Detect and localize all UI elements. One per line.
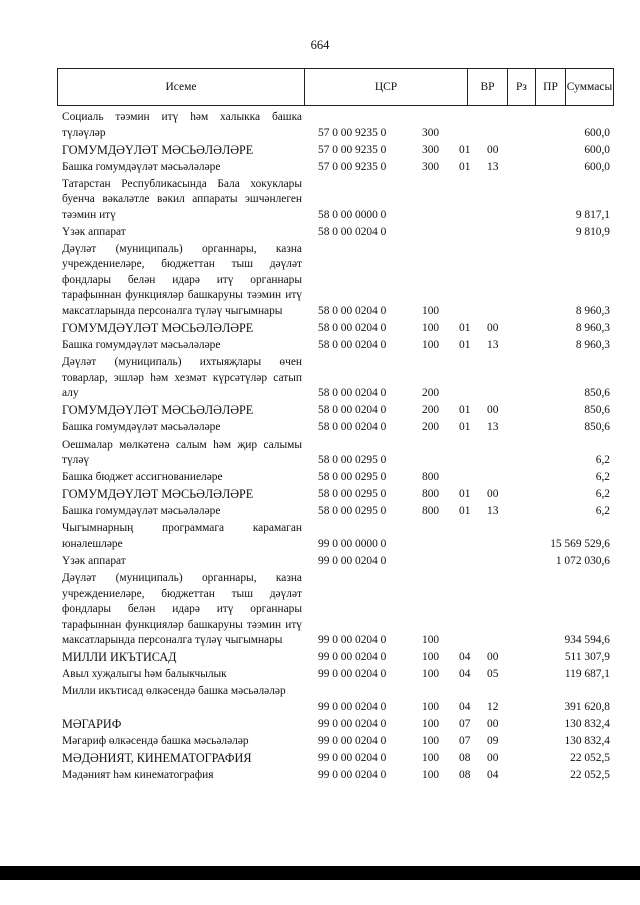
- row-pr: 00: [487, 143, 499, 156]
- row-pr: 13: [487, 160, 499, 173]
- row-pr: 13: [487, 505, 499, 518]
- row-rz: 01: [459, 160, 471, 173]
- row-csr: 99 0 00 0204 0: [318, 668, 387, 681]
- table-row: [0, 768, 640, 784]
- table-row: [0, 338, 640, 354]
- row-pr: 05: [487, 668, 499, 681]
- row-vr: 300: [422, 143, 440, 156]
- row-vr: 200: [422, 421, 440, 434]
- row-name: Башка гомумдәүләт мәсьәләләре: [62, 160, 221, 173]
- page-number: 664: [310, 38, 330, 52]
- table-row: [0, 470, 640, 486]
- table-row: [0, 554, 640, 570]
- row-rz: 04: [459, 700, 471, 713]
- row-csr: 99 0 00 0204 0: [318, 555, 387, 567]
- row-sum: 22 052,5: [570, 752, 610, 765]
- row-sum: 1 072 030,6: [555, 555, 610, 567]
- row-csr: 58 0 00 0000 0: [318, 208, 387, 221]
- table-row: [0, 487, 640, 503]
- row-pr: 00: [487, 651, 499, 664]
- row-sum: 6,2: [595, 505, 610, 518]
- row-pr: 09: [487, 735, 499, 748]
- row-vr: 100: [422, 735, 440, 748]
- row-rz: 01: [459, 339, 471, 352]
- row-name: Социаль тәэмин итү һәм халыкка башка түләүләр: [62, 111, 302, 139]
- row-vr: 200: [422, 387, 440, 400]
- row-vr: 100: [422, 700, 440, 713]
- row-vr: 200: [422, 404, 440, 417]
- table-row: [0, 751, 640, 767]
- row-rz: 01: [459, 421, 471, 434]
- row-csr: 99 0 00 0204 0: [318, 752, 387, 765]
- row-csr: 99 0 00 0204 0: [318, 634, 387, 647]
- table-row: [0, 571, 640, 649]
- scan-border: [0, 866, 640, 880]
- row-sum: 600,0: [584, 126, 610, 139]
- table-row: [0, 355, 640, 402]
- row-sum: 850,6: [584, 421, 610, 434]
- row-csr: 99 0 00 0204 0: [318, 735, 387, 748]
- row-csr: 58 0 00 0204 0: [318, 322, 387, 335]
- row-sum: 850,6: [584, 404, 610, 417]
- row-vr: 100: [422, 717, 440, 730]
- row-vr: 100: [422, 651, 440, 664]
- table-row: [0, 521, 640, 552]
- row-csr: 57 0 00 9235 0: [318, 126, 387, 139]
- row-name: Башка гомумдәүләт мәсьәләләре: [62, 421, 221, 434]
- row-sum: 8 960,3: [575, 304, 610, 317]
- row-vr: 100: [422, 304, 440, 317]
- row-sum: 119 687,1: [564, 668, 610, 681]
- table-row: [0, 177, 640, 224]
- row-name: Башка гомумдәүләт мәсьәләләре: [62, 339, 221, 352]
- table-row: [0, 717, 640, 733]
- row-vr: 100: [422, 752, 440, 765]
- table-row: [0, 650, 640, 666]
- row-rz: 01: [459, 322, 471, 335]
- row-csr: 58 0 00 0204 0: [318, 304, 387, 317]
- row-name: МӘГАРИФ: [62, 716, 122, 731]
- row-vr: 100: [422, 634, 440, 647]
- row-sum: 600,0: [584, 160, 610, 173]
- row-sum: 6,2: [595, 454, 610, 467]
- row-pr: 00: [487, 404, 499, 417]
- row-sum: 8 960,3: [575, 339, 610, 352]
- header-name: Исеме: [58, 69, 305, 105]
- row-rz: 04: [459, 651, 471, 664]
- table-row: [0, 403, 640, 419]
- table-row: [0, 160, 640, 176]
- header-vr: ВР: [468, 69, 508, 105]
- row-pr: 00: [487, 488, 499, 501]
- row-rz: 07: [459, 735, 471, 748]
- row-sum: 130 832,4: [564, 735, 610, 748]
- row-name: ГОМУМДӘҮЛӘТ МӘСЬӘЛӘЛӘРЕ: [62, 142, 254, 157]
- row-rz: 08: [459, 769, 471, 782]
- table-row: [0, 504, 640, 520]
- row-pr: 00: [487, 322, 499, 335]
- table-row: [0, 420, 640, 436]
- row-name: Оешмалар мөлкәтенә салым һәм җир салымы түләү: [62, 438, 302, 467]
- row-sum: 934 594,6: [564, 634, 610, 647]
- row-vr: 100: [422, 339, 440, 352]
- row-rz: 08: [459, 752, 471, 765]
- row-name: ГОМУМДӘҮЛӘТ МӘСЬӘЛӘЛӘРЕ: [62, 321, 254, 336]
- row-sum: 6,2: [595, 488, 610, 501]
- row-pr: 13: [487, 339, 499, 352]
- row-pr: 12: [487, 700, 499, 713]
- row-pr: 00: [487, 717, 499, 730]
- row-name: Дәүләт (муниципаль) органнары, казна учреждениеләре, бюджеттан тыш дәүләт фондлары белән идарә итү органнары тарафыннан функцияләр башкаруны тәэмин итү максатларында персоналга түләү чыгымнары: [62, 242, 302, 317]
- table-row: [0, 225, 640, 241]
- row-sum: 391 620,8: [564, 700, 610, 713]
- row-csr: 99 0 00 0204 0: [318, 700, 387, 713]
- row-vr: 100: [422, 668, 440, 681]
- row-name: МӘДӘНИЯТ, КИНЕМАТОГРАФИЯ: [62, 751, 252, 766]
- row-sum: 8 960,3: [575, 322, 610, 335]
- row-name: МИЛЛИ ИКЪТИСАД: [62, 650, 177, 665]
- row-name: Авыл хуҗалыгы һәм балыкчылык: [62, 668, 227, 681]
- row-sum: 9 810,9: [575, 225, 610, 238]
- row-rz: 01: [459, 488, 471, 501]
- row-pr: 04: [487, 769, 499, 782]
- row-csr: 58 0 00 0204 0: [318, 225, 387, 238]
- row-vr: 800: [422, 471, 440, 484]
- header-csr: ЦСР: [305, 69, 468, 105]
- table-header: [57, 68, 614, 106]
- row-sum: 511 307,9: [564, 651, 610, 664]
- row-csr: 57 0 00 9235 0: [318, 160, 387, 173]
- row-name: Башка бюджет ассигнованиеләре: [62, 471, 223, 484]
- row-sum: 130 832,4: [564, 717, 610, 730]
- row-csr: 99 0 00 0204 0: [318, 769, 387, 782]
- table-body: [0, 110, 640, 785]
- table-row: [0, 438, 640, 469]
- row-vr: 300: [422, 126, 440, 139]
- row-vr: 800: [422, 488, 440, 501]
- row-csr: 99 0 00 0204 0: [318, 717, 387, 730]
- row-csr: 99 0 00 0000 0: [318, 537, 387, 550]
- row-rz: 01: [459, 143, 471, 156]
- row-pr: 13: [487, 421, 499, 434]
- row-name: Мәгариф өлкәсендә башка мәсьәләләр: [62, 735, 249, 748]
- row-csr: 99 0 00 0204 0: [318, 651, 387, 664]
- row-sum: 6,2: [595, 471, 610, 484]
- row-csr: 57 0 00 9235 0: [318, 143, 387, 156]
- row-name: Татарстан Республикасында Бала хокуклары буенча вәкаләтле вәкил аппараты эшчәнлеген тәэмин итү: [62, 177, 302, 221]
- row-name: Дәүләт (муниципаль) ихтыяҗлары өчен товарлар, эшләр һәм хезмәт күрсәтүләр сатып алу: [62, 356, 302, 400]
- row-name: Милли икътисад өлкәсендә башка мәсьәләләр: [62, 685, 286, 698]
- row-name: Үзәк аппарат: [62, 225, 126, 238]
- header-pr: ПР: [536, 69, 566, 105]
- row-name: Дәүләт (муниципаль) органнары, казна учреждениеләре, бюджеттан тыш дәүләт фондлары белән идарә итү органнары тарафыннан функцияләр башкаруны тәэмин итү максатларында персоналга түләү чыгымнары: [62, 572, 302, 647]
- row-sum: 850,6: [584, 387, 610, 400]
- header-rz: Рз: [508, 69, 536, 105]
- row-name: Мәдәният һәм кинематография: [62, 769, 214, 782]
- table-row: [0, 667, 640, 683]
- row-csr: 58 0 00 0204 0: [318, 404, 387, 417]
- row-rz: 04: [459, 668, 471, 681]
- row-sum: 9 817,1: [575, 208, 610, 221]
- table-row: [0, 321, 640, 337]
- row-vr: 300: [422, 160, 440, 173]
- row-rz: 07: [459, 717, 471, 730]
- row-csr: 58 0 00 0204 0: [318, 387, 387, 400]
- table-row: [0, 734, 640, 750]
- table-row: [0, 143, 640, 159]
- row-vr: 800: [422, 505, 440, 518]
- row-csr: 58 0 00 0295 0: [318, 488, 387, 501]
- row-csr: 58 0 00 0295 0: [318, 505, 387, 518]
- row-sum: 15 569 529,6: [550, 537, 610, 550]
- row-csr: 58 0 00 0295 0: [318, 454, 387, 467]
- row-name: ГОМУМДӘҮЛӘТ МӘСЬӘЛӘЛӘРЕ: [62, 403, 254, 418]
- row-csr: 58 0 00 0204 0: [318, 421, 387, 434]
- table-row: [0, 110, 640, 141]
- row-name: Чыгымнарның программага карамаган юнәлешләре: [62, 522, 302, 550]
- row-csr: 58 0 00 0295 0: [318, 471, 387, 484]
- row-name: ГОМУМДӘҮЛӘТ МӘСЬӘЛӘЛӘРЕ: [62, 487, 254, 502]
- row-rz: 01: [459, 404, 471, 417]
- table-row: [0, 242, 640, 320]
- row-sum: 22 052,5: [570, 769, 610, 782]
- row-vr: 100: [422, 769, 440, 782]
- row-sum: 600,0: [584, 143, 610, 156]
- table-row: [0, 684, 640, 715]
- row-csr: 58 0 00 0204 0: [318, 339, 387, 352]
- row-name: Үзәк аппарат: [62, 555, 126, 567]
- row-name: Башка гомумдәүләт мәсьәләләре: [62, 505, 221, 518]
- row-vr: 100: [422, 322, 440, 335]
- header-sum: Суммасы: [566, 81, 613, 93]
- row-rz: 01: [459, 505, 471, 518]
- row-pr: 00: [487, 752, 499, 765]
